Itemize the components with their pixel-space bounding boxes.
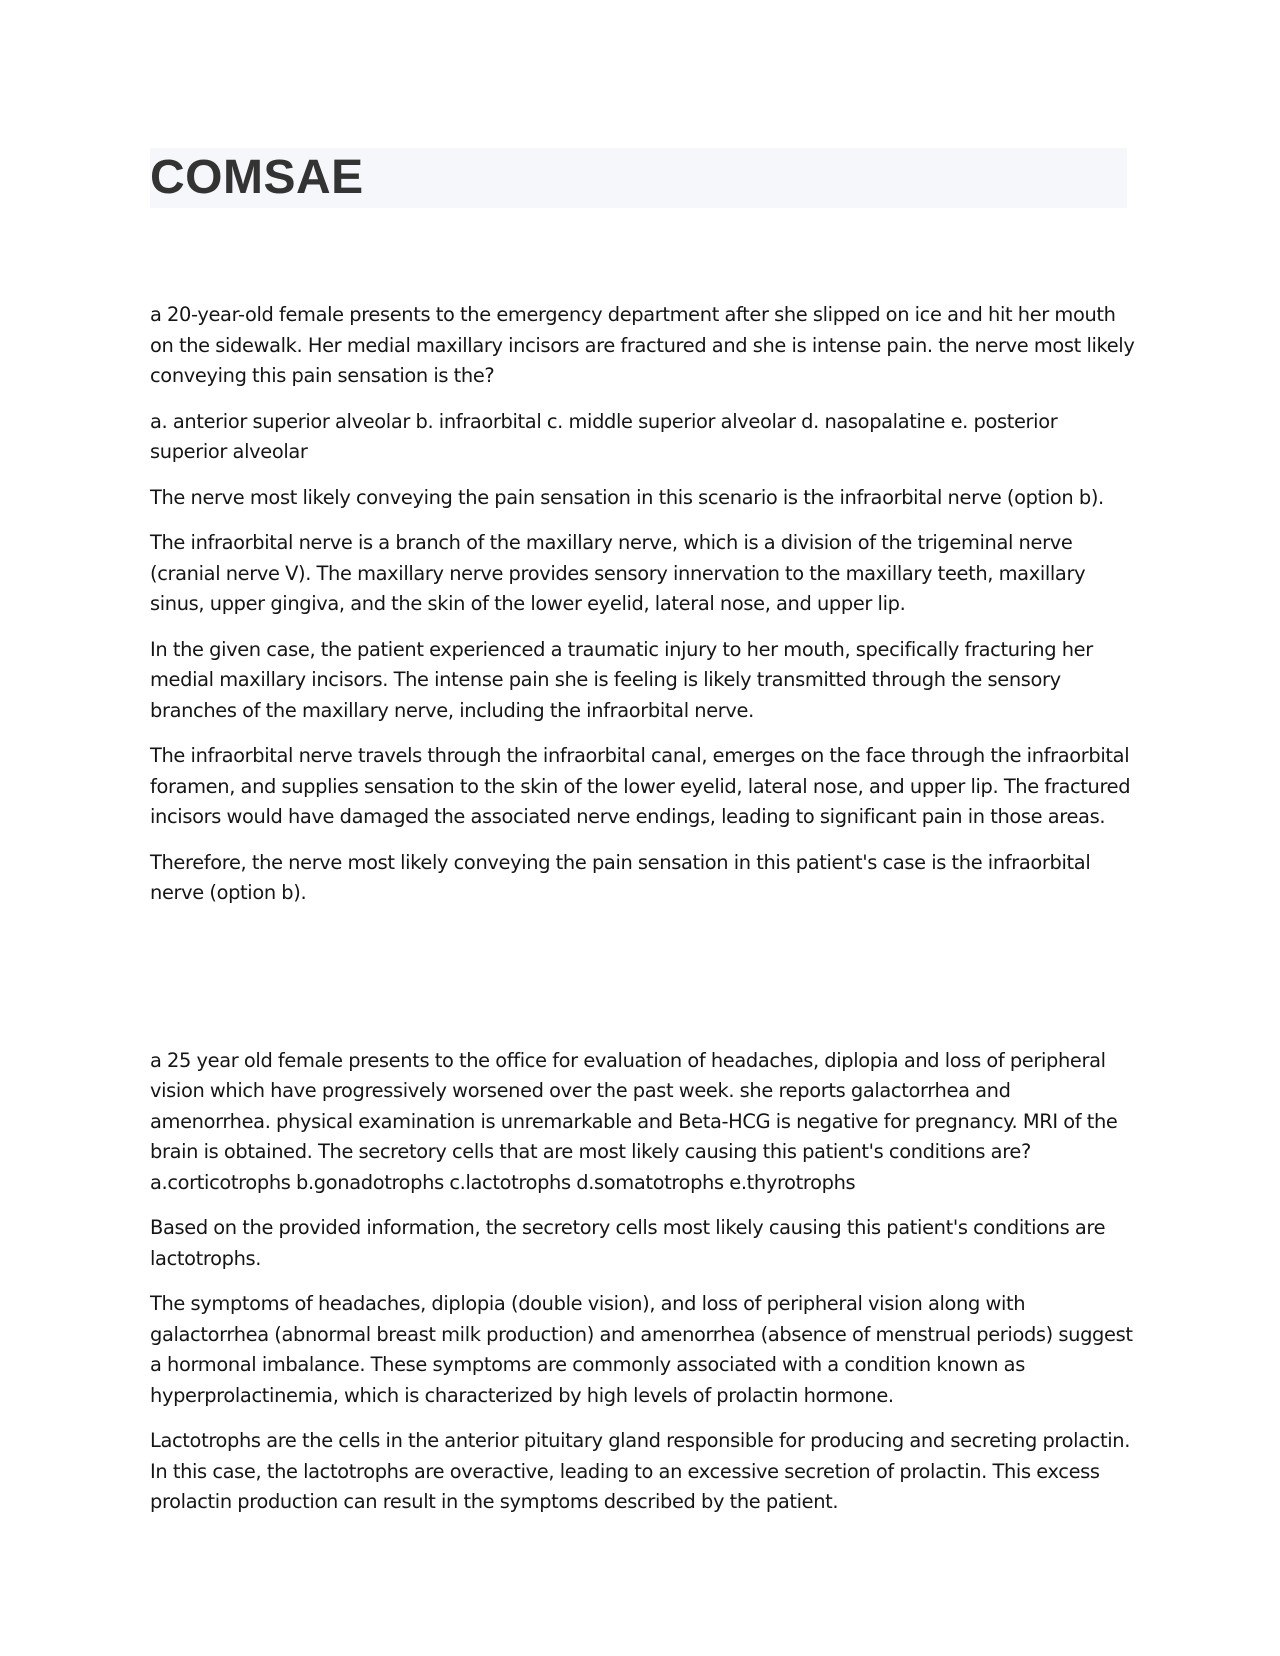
answer-1-paragraph: The infraorbital nerve is a branch of the maxillary nerve, which is a division of the trigeminal nerve (cranial nerve V). The maxillary nerve provides sensory innervation to the maxillary teeth, maxillary sinus, upper gingiva, and the skin of the lower eyelid, lateral nose, and upper lip. <box>150 531 1086 615</box>
answer-1-paragraph: In the given case, the patient experienced a traumatic injury to her mouth, specifically fracturing her medial maxillary incisors. The intense pain she is feeling is likely transmitted through the sensory branches of the maxillary nerve, including the infraorbital nerve. <box>150 637 1093 722</box>
title-banner <box>150 148 1127 208</box>
answer-2-paragraph: The symptoms of headaches, diplopia (double vision), and loss of peripheral vision along with galactorrhea (abnormal breast milk production) and amenorrhea (absence of menstrual periods) suggest a hormonal imbalance. These symptoms are commonly associated with a condition known as hyperprolactinemia, which is characterized by high levels of prolactin hormone. <box>150 1292 1133 1407</box>
answer-1-paragraph: The infraorbital nerve travels through the infraorbital canal, emerges on the face through the infraorbital foramen, and supplies sensation to the skin of the lower eyelid, lateral nose, and upper lip. The fractured incisors would have damaged the associated nerve endings, leading to significant pain in those areas. <box>150 744 1131 828</box>
answer-2-paragraph: Based on the provided information, the secretory cells most likely causing this patient's conditions are lactotrophs. <box>150 1216 1106 1270</box>
document-body <box>150 300 1135 1533</box>
document-title: COMSAE <box>150 151 364 204</box>
question-1-options: a. anterior superior alveolar b. infraorbital c. middle superior alveolar d. nasopalatine e. posterior superior alveolar <box>150 409 1058 463</box>
answer-1-paragraph: The nerve most likely conveying the pain sensation in this scenario is the infraorbital nerve (option b). <box>150 485 1104 509</box>
section-spacer <box>150 924 1135 1046</box>
answer-2-paragraph: Lactotrophs are the cells in the anterior pituitary gland responsible for producing and secreting prolactin. In this case, the lactotrophs are overactive, leading to an excessive secretion of prolactin. This excess prolactin production can result in the symptoms described by the patient. <box>150 1429 1131 1513</box>
answer-1-paragraph: Therefore, the nerve most likely conveying the pain sensation in this patient's case is the infraorbital nerve (option b). <box>150 850 1091 904</box>
question-1-text: a 20-year-old female presents to the emergency department after she slipped on ice and hit her mouth on the sidewalk. Her medial maxillary incisors are fractured and she is intense pain. the nerve most likely conveying this pain sensation is the? <box>150 303 1135 387</box>
question-2-text: a 25 year old female presents to the office for evaluation of headaches, diplopia and loss of peripheral vision which have progressively worsened over the past week. she reports galactorrhea and amenorrhea. physical examination is unremarkable and Beta-HCG is negative for pregnancy. MRI of the brain is obtained. The secretory cells that are most likely causing this patient's conditions are? a.corticotrophs b.gonadotrophs c.lactotrophs d.somatotrophs e.thyrotrophs <box>150 1048 1118 1194</box>
